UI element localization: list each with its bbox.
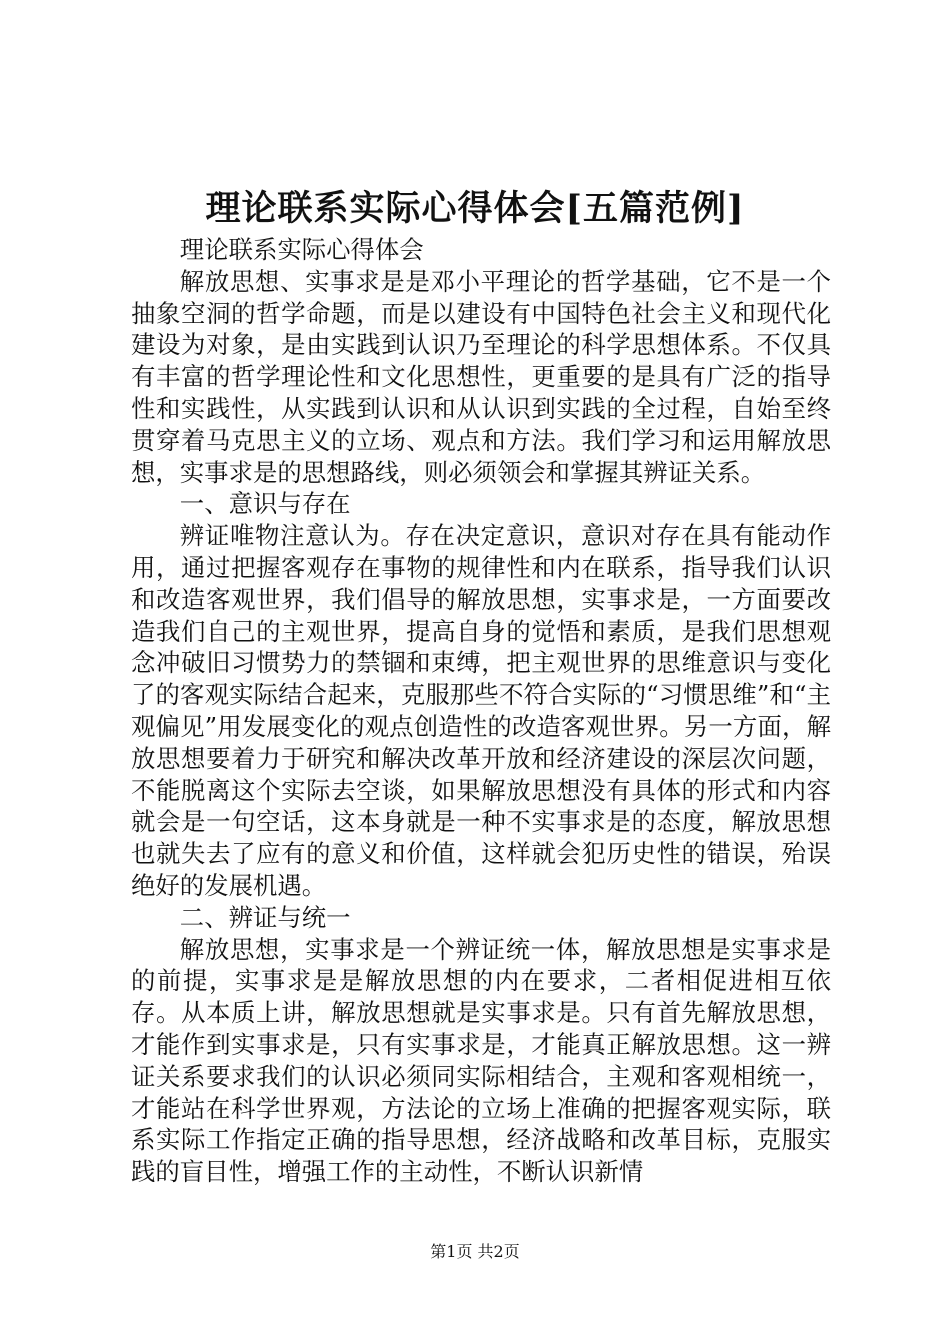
body-paragraph: 解放思想、实事求是是邓小平理论的哲学基础，它不是一个抽象空洞的哲学命题，而是以建设有中国特色社会主义和现代化建设为对象，是由实践到认识乃至理论的科学思想体系。不仅具有丰富的哲学理论性和文化思想性，更重要的是具有广泛的指导性和实践性，从实践到认识和从认识到实践的全过程，自始至终贯穿着马克思主义的立场、观点和方法。我们学习和运用解放思想，实事求是的思想路线，则必须领会和掌握其辨证关系。 — [131, 266, 831, 487]
page-number-footer: 第1页 共2页 — [430, 1242, 520, 1261]
document-body — [131, 234, 831, 1188]
body-paragraph: 辨证唯物注意认为。存在决定意识，意识对存在具有能动作用，通过把握客观存在事物的规律性和内在联系，指导我们认识和改造客观世界，我们倡导的解放思想，实事求是，一方面要改造我们自己的主观世界，提高自身的觉悟和素质，是我们思想观念冲破旧习惯势力的禁锢和束缚，把主观世界的思维意识与变化了的客观实际结合起来，克服那些不符合实际的“习惯思维”和“主观偏见”用发展变化的观点创造性的改造客观世界。另一方面，解放思想要着力于研究和解决改革开放和经济建设的深层次问题，不能脱离这个实际去空谈，如果解放思想没有具体的形式和内容就会是一句空话，这本身就是一种不实事求是的态度，解放思想也就失去了应有的意义和价值，这样就会犯历史性的错误，殆误绝好的发展机遇。 — [131, 521, 831, 900]
subtitle-paragraph: 理论联系实际心得体会 — [179, 235, 424, 264]
section-heading: 一、意识与存在 — [179, 489, 351, 519]
document-title: 理论联系实际心得体会[五篇范例] — [205, 188, 745, 229]
body-paragraph: 解放思想，实事求是一个辨证统一体，解放思想是实事求是的前提，实事求是是解放思想的内在要求，二者相促进相互依存。从本质上讲，解放思想就是实事求是。只有首先解放思想，才能作到实事求是，只有实事求是，才能真正解放思想。这一辨证关系要求我们的认识必须同实际相结合，主观和客观相统一，才能站在科学世界观，方法论的立场上准确的把握客观实际，联系实际工作指定正确的指导思想，经济战略和改革目标，克服实践的盲目性，增强工作的主动性，不断认识新情 — [131, 934, 831, 1187]
section-heading: 二、辨证与统一 — [179, 902, 351, 932]
